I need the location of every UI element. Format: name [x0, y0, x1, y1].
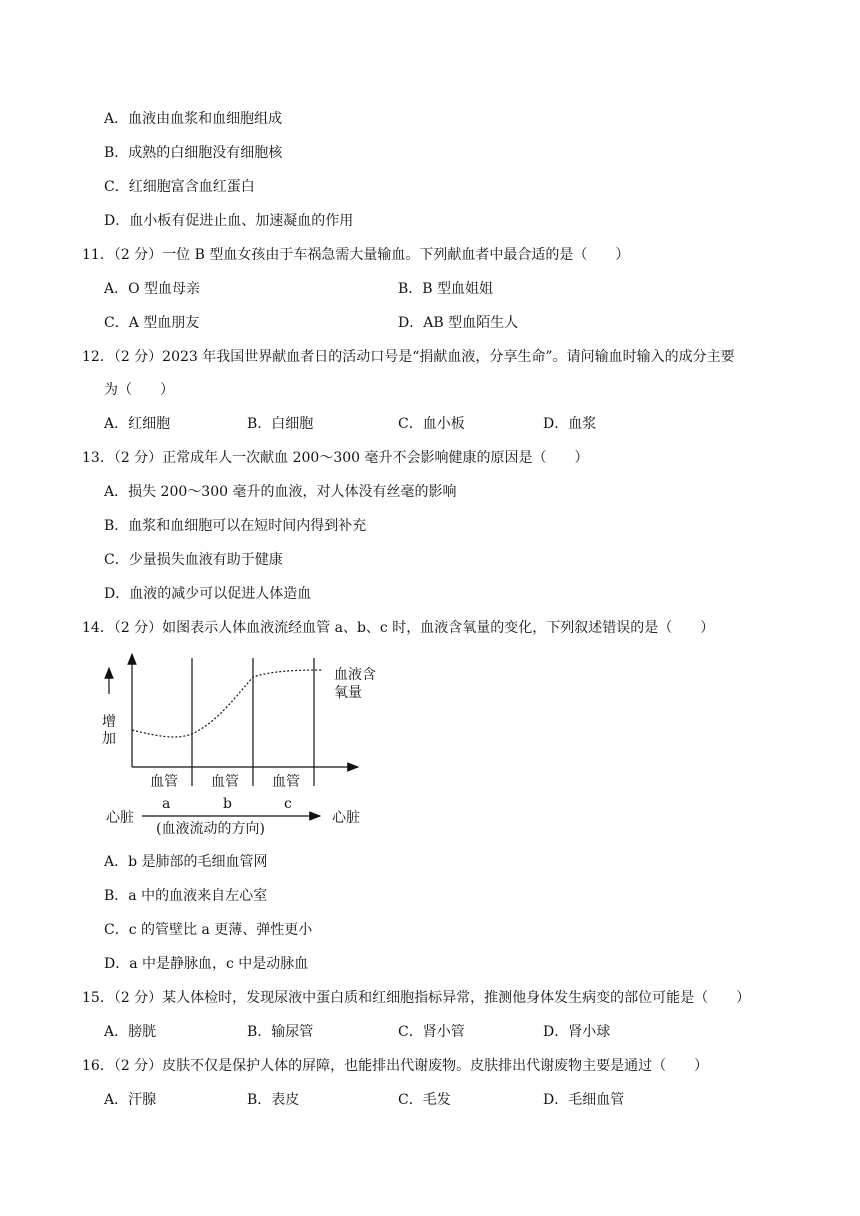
vessel-letter-b: b: [223, 796, 232, 812]
vessel-letter-a: a: [162, 796, 171, 812]
curve-label-2: 氧量: [334, 685, 362, 701]
q14-option-a: A．b 是肺部的毛细血管网: [104, 854, 268, 870]
q16-option-d: D．毛细血管: [543, 1092, 625, 1108]
q12-stem-line2: 为（ ）: [104, 382, 174, 398]
vessel-label-a: 血管: [150, 774, 178, 790]
q15-stem: 15．（2 分）某人体检时，发现尿液中蛋白质和红细胞指标异常，推测他身体发生病变的部位可能是（ ）: [82, 990, 751, 1006]
q12-option-d: D．血浆: [543, 416, 597, 432]
q11-option-b: B．B 型血姐姐: [398, 281, 494, 297]
q12-option-c: C．血小板: [398, 416, 465, 432]
q12-stem-line1: 12．（2 分）2023 年我国世界献血者日的活动口号是“捐献血液，分享生命”。请问输血时输入的成分主要: [82, 349, 735, 365]
q14-stem: 14．（2 分）如图表示人体血液流经血管 a、b、c 时，血液含氧量的变化，下列叙述错误的是（ ）: [82, 620, 715, 636]
q14-option-b: B．a 中的血液来自左心室: [104, 888, 268, 904]
q10-option-c: C．红细胞富含血红蛋白: [104, 179, 255, 195]
q15-option-d: D．肾小球: [543, 1024, 611, 1040]
q10-option-b: B．成熟的白细胞没有细胞核: [104, 145, 283, 161]
q10-option-d: D．血小板有促进止血、加速凝血的作用: [104, 213, 354, 229]
q14-option-d: D．a 中是静脉血，c 中是动脉血: [104, 956, 309, 972]
q11-option-d: D．AB 型血陌生人: [398, 315, 519, 331]
q13-option-b: B．血浆和血细胞可以在短时间内得到补充: [104, 518, 367, 534]
vessel-letter-c: c: [284, 796, 292, 812]
q16-option-b: B．表皮: [247, 1092, 300, 1108]
heart-left-label: 心脏: [106, 810, 134, 826]
q16-option-c: C．毛发: [398, 1092, 451, 1108]
q11-option-a: A．O 型血母亲: [104, 281, 201, 297]
flow-caption: (血液流动的方向): [156, 821, 265, 836]
vessel-label-c: 血管: [272, 774, 300, 790]
oxygen-curve: [132, 670, 322, 737]
q15-option-b: B．输尿管: [247, 1024, 314, 1040]
q12-option-b: B．白细胞: [247, 416, 314, 432]
q15-option-a: A．膀胱: [104, 1024, 157, 1040]
q10-option-a: A．血液由血浆和血细胞组成: [104, 111, 283, 127]
q11-stem: 11．（2 分）一位 B 型血女孩由于车祸急需大量输血。下列献血者中最合适的是（ ）: [82, 247, 630, 263]
q15-option-c: C．肾小管: [398, 1024, 465, 1040]
q12-option-a: A．红细胞: [104, 416, 171, 432]
q16-stem: 16．（2 分）皮肤不仅是保护人体的屏障，也能排出代谢废物。皮肤排出代谢废物主要是通过（ ）: [82, 1058, 709, 1074]
q13-option-a: A．损失 200～300 毫升的血液，对人体没有丝毫的影响: [104, 484, 457, 500]
q11-option-c: C．A 型血朋友: [104, 315, 200, 331]
q14-option-c: C．c 的管壁比 a 更薄、弹性更小: [104, 922, 313, 938]
q13-option-c: C．少量损失血液有助于健康: [104, 552, 283, 568]
heart-right-label: 心脏: [332, 810, 360, 826]
curve-label-1: 血液含: [334, 667, 376, 683]
q14-figure: [96, 646, 386, 836]
y-label-2: 加: [102, 731, 116, 747]
vessel-label-b: 血管: [211, 774, 239, 790]
q16-option-a: A．汗腺: [104, 1092, 157, 1108]
q13-stem: 13．（2 分）正常成年人一次献血 200～300 毫升不会影响健康的原因是（ ）: [82, 450, 589, 466]
y-label-1: 增: [102, 714, 116, 730]
q13-option-d: D．血液的减少可以促进人体造血: [104, 586, 312, 602]
